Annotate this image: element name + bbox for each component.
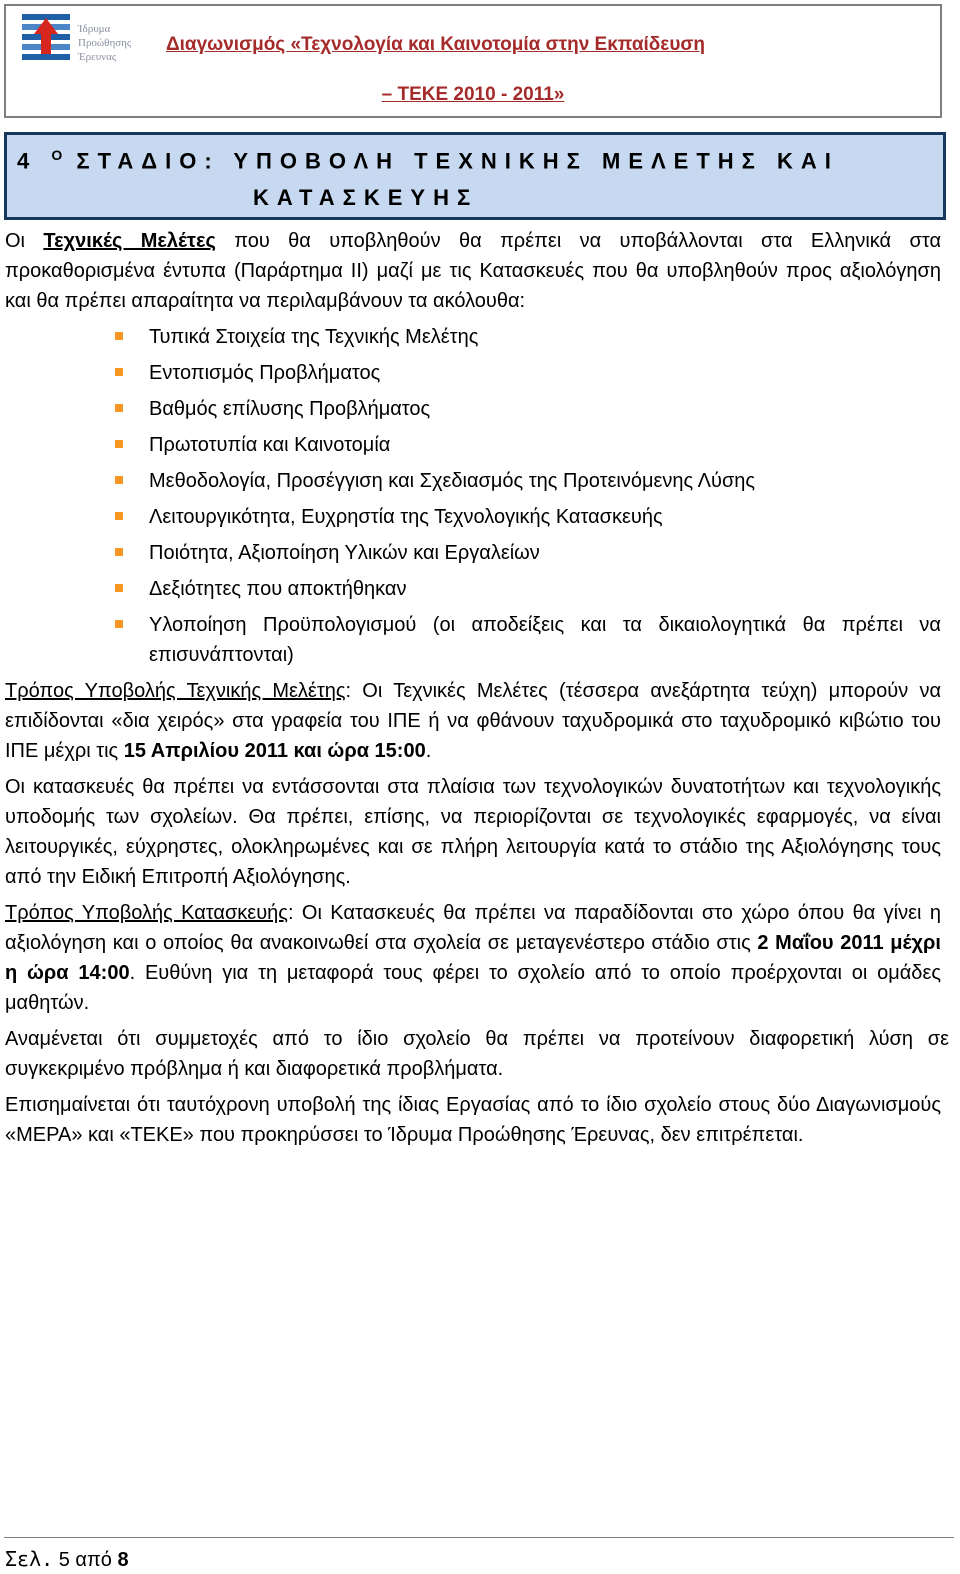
logo-text-1: Ίδρυμα [78,23,111,35]
square-bullet-icon [115,548,123,556]
participation-paragraph: Αναμένεται ότι συμμετοχές από το ίδιο σχολείο θα πρέπει να προτείνουν διαφορετική λύση σε συγκεκριμένο πρόβλημα ή και διαφορετικά προβλήματα. [5,1028,949,1080]
document-header [4,4,942,118]
page-footer [5,1547,129,1572]
construction-deadline: 2 Μαΐου 2011 μέχρι η ώρα 14:00 [5,932,941,984]
square-bullet-icon [115,620,123,628]
list-item-text: Τυπικά Στοιχεία της Τεχνικής Μελέτης [149,326,479,348]
construction-submission-text: : Οι Κατασκευές θα πρέπει να παραδίδονται στο χώρο όπου θα γίνει η αξιολόγηση και ο οποίος θα ανακοινωθεί στα σχολεία σε μεταγενέστερο στάδιο στις [5,902,942,954]
list-item-text: Εντοπισμός Προβλήματος [149,362,381,384]
study-deadline: 15 Απριλίου 2011 και ώρα 15:00 [123,740,426,762]
construction-submission-end: . Ευθύνη για τη μεταφορά τους φέρει το σχολείο από το οποίο προέρχονται οι ομάδες μαθητών. [5,962,941,1014]
constructions-paragraph: Οι κατασκευές θα πρέπει να εντάσσονται στα πλαίσια των τεχνολογικών δυνατοτήτων και τεχνολογικής υποδομής των σχολείων. Θα πρέπει, επίσης, να περιορίζονται σε τεχνολογικές εφαρμογές, να είναι λειτουργικές, εύχρηστες, ολοκληρωμένες και σε πλήρη λειτουργία κατά το στάδιο της Αξιολόγησης τους από την Ειδική Επιτροπή Αξιολόγησης. [5,776,941,888]
square-bullet-icon [115,476,123,484]
stage-superscript: Ο [51,147,63,163]
list-item [5,538,941,568]
header-title-line2[interactable]: – ΤΕΚΕ 2010 - 2011» [381,84,565,105]
of-label: από [75,1549,112,1571]
construction-submission-paragraph [5,898,941,1018]
square-bullet-icon [115,404,123,412]
construction-submission-label[interactable]: Τρόπος Υποβολής Κατασκευής [5,902,288,924]
page-label: Σελ. [5,1547,54,1571]
list-item [5,394,941,424]
square-bullet-icon [115,584,123,592]
list-item-text: Υλοποίηση Προϋπολογισμού (οι αποδείξεις και τα δικαιολογητικά θα πρέπει να επισυνάπτονται) [149,614,941,666]
page-number: 5 [58,1549,70,1571]
intro-pre: Οι [5,230,44,252]
list-item-text: Μεθοδολογία, Προσέγγιση και Σχεδιασμός της Προτεινόμενης Λύσης [149,470,756,492]
technical-studies-link[interactable]: Τεχνικές Μελέτες [43,230,216,252]
stage-title-line2: ΚΑΤΑΣΚΕΥΗΣ [253,185,479,210]
total-pages: 8 [117,1549,129,1571]
list-item [5,610,941,670]
list-item [5,430,941,460]
logo-text-2: Προώθησης [78,37,132,49]
requirements-list [5,322,941,670]
document-body [5,226,949,1156]
list-item-text: Δεξιότητες που αποκτήθηκαν [149,578,407,600]
study-submission-paragraph [5,676,941,766]
header-title-line1[interactable]: Διαγωνισμός «Τεχνολογία και Καινοτομία στην Εκπαίδευση [166,34,705,55]
stage-heading-line1 [17,147,839,174]
list-item [5,358,941,388]
list-item-text: Πρωτοτυπία και Καινοτομία [149,434,391,456]
square-bullet-icon [115,332,123,340]
square-bullet-icon [115,440,123,448]
square-bullet-icon [115,512,123,520]
footer-divider [4,1537,954,1538]
stage-number: 4 [17,148,38,174]
square-bullet-icon [115,368,123,376]
study-submission-text: : Οι Τεχνικές Μελέτες (τέσσερα ανεξάρτητα τεύχη) μπορούν να επιδίδονται «δια χειρός» στα γραφεία του ΙΠΕ ή να φθάνουν ταχυδρομικά στο ταχυδρομικό κιβώτιο του ΙΠΕ μέχρι τις [5,680,941,762]
intro-post: που θα υποβληθούν θα πρέπει να υποβάλλονται στα Ελληνικά στα προκαθορισμένα έντυπα (Παράρτημα ΙΙ) μαζί με τις Κατασκευές που θα υποβληθούν προς αξιολόγηση και θα πρέπει απαραίτητα να περιλαμβάνουν τα ακόλουθα: [5,230,942,312]
list-item [5,574,941,604]
intro-paragraph [5,226,941,316]
ipe-logo [20,12,160,74]
list-item [5,322,941,352]
study-submission-end: . [425,740,432,762]
stage-heading [4,132,946,220]
list-item-text: Βαθμός επίλυσης Προβλήματος [149,398,431,420]
list-item [5,502,941,532]
logo-text-3: Έρευνας [78,51,117,63]
study-submission-label[interactable]: Τρόπος Υποβολής Τεχνικής Μελέτης [5,680,346,702]
list-item [5,466,941,496]
stage-title-line1: ΣΤΑΔΙΟ: ΥΠΟΒΟΛΗ ΤΕΧΝΙΚΗΣ ΜΕΛΕΤΗΣ ΚΑΙ [76,148,839,174]
list-item-text: Λειτουργικότητα, Ευχρηστία της Τεχνολογικής Κατασκευής [149,506,663,528]
list-item-text: Ποιότητα, Αξιοποίηση Υλικών και Εργαλείων [149,542,540,564]
notice-paragraph: Επισημαίνεται ότι ταυτόχρονη υποβολή της ίδιας Εργασίας από το ίδιο σχολείο στους δύο Διαγωνισμούς «ΜΕΡΑ» και «ΤΕΚΕ» που προκηρύσσει το Ίδρυμα Προώθησης Έρευνας, δεν επιτρέπεται. [5,1094,941,1146]
